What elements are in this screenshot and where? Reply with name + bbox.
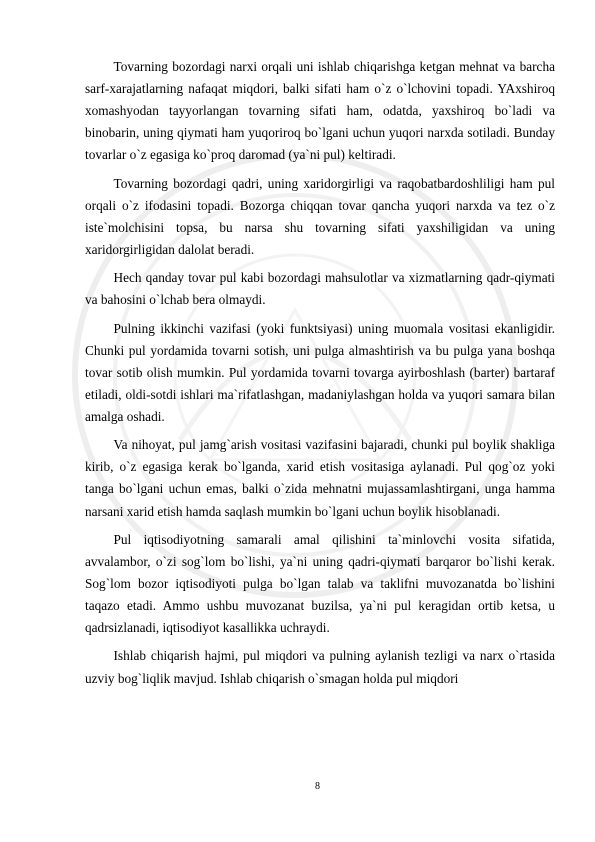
paragraph-2: Tovarning bozordagi qadri, uning xaridorgirligi va raqobatbardoshliligi ham pul orqali o`z ifodasini topadi. Bozorga chiqqan tovar qancha yuqori narxda va tez o`z iste`molchisini topsa, bu narsa shu tovarning sifati yaxshiligidan va uning xaridorgirligidan dalolat beradi. — [85, 175, 555, 257]
paragraph-7: Ishlab chiqarish hajmi, pul miqdori va pulning aylanish tezligi va narx o`rtasida uzviy bog`liqlik mavjud. Ishlab chiqarish o`smagan holda pul miqdori — [85, 648, 555, 686]
paragraph-5: Va nihoyat, pul jamg`arish vositasi vazifasini bajaradi, chunki pul boylik shakliga kirib, o`z egasiga kerak bo`lganda, xarid etish vositasiga aylanadi. Pul qog`oz yoki tanga bo`lgani uchun emas, balki o`zida mehnatni mujassamlashtirgani, unga hamma narsani xarid etish hamda saqlash mumkin bo`lgani uchun boylik hisoblanadi. — [85, 437, 555, 519]
paragraph-6: Pul iqtisodiyotning samarali amal qilishini ta`minlovchi vosita sifatida, avvalambor, o`zi sog`lom bo`lishi, ya`ni uning qadri-qiymati barqaror bo`lishi kerak. Sog`lom bozor iqtisodiyoti pulga bo`lgan talab va taklifni muvozanatda bo`lishini taqazo etadi. Ammo ushbu muvozanat buzilsa, ya`ni pul keragidan ortib ketsa, u qadrsizlanadi, iqtisodiyot kasallikka uchraydi. — [85, 531, 555, 636]
page-number: 8 — [315, 781, 320, 792]
paragraph-3: Hech qanday tovar pul kabi bozordagi mahsulotlar va xizmatlarning qadr-qiymati va bahosini o`lchab bera olmaydi. — [85, 270, 555, 308]
document-body — [85, 56, 555, 696]
paragraph-4: Pulning ikkinchi vazifasi (yoki funktsiyasi) uning muomala vositasi ekanligidir. Chunki pul yordamida tovarni sotish, uni pulga almashtirish va bu pulga yana boshqa tovar sotib olish mumkin. Pul yordamida tovarni tovarga ayirboshlash (barter) bartaraf etiladi, oldi-sotdi ishlari ma`rifatlashgan, madaniylashgan holda va yuqori samara bilan amalga oshadi. — [85, 320, 555, 424]
paragraph-1: Tovarning bozordagi narxi orqali uni ishlab chiqarishga ketgan mehnat va barcha sarf-xarajatlarning nafaqat miqdori, balki sifati ham o`z o`lchovini topadi. YAxshiroq xomashyodan tayyorlangan tovarning sifati ham, odatda, yaxshiroq bo`ladi va binobarin, uning qiymati ham yuqoriroq bo`lgani uchun yuqori narxda sotiladi. Bunday tovarlar o`z egasiga ko`proq daromad (ya`ni pul) keltiradi. — [85, 59, 555, 163]
